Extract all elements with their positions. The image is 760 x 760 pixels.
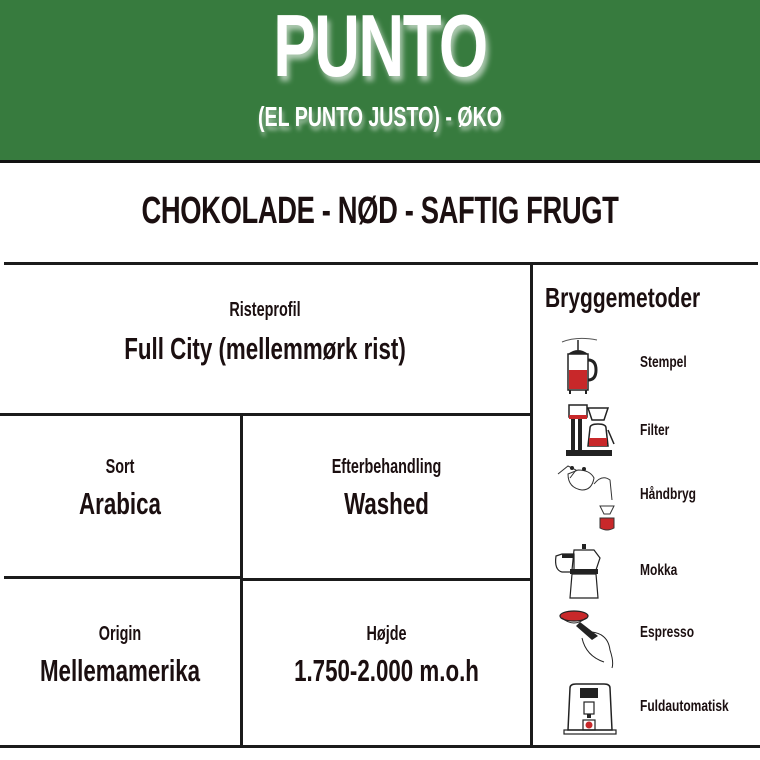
column-divider-right bbox=[530, 262, 533, 748]
processing-label: Efterbehandling bbox=[331, 456, 442, 478]
portafilter-icon bbox=[552, 606, 628, 670]
brew-method-espresso bbox=[552, 606, 752, 670]
brew-method-label: Mokka bbox=[640, 562, 678, 579]
automatic-machine-icon bbox=[552, 682, 622, 742]
variety-label: Sort bbox=[105, 456, 135, 478]
brew-method-label: Håndbryg bbox=[640, 486, 697, 503]
product-subtitle: (EL PUNTO JUSTO) - ØKO bbox=[258, 101, 502, 132]
header-banner bbox=[0, 0, 760, 163]
brew-method-stempel bbox=[552, 334, 752, 398]
origin-value: Mellemamerika bbox=[39, 653, 201, 688]
brew-method-label: Stempel bbox=[640, 354, 687, 371]
brew-method-filter bbox=[552, 400, 752, 464]
brew-method-handbryg bbox=[552, 462, 752, 526]
row-divider-1 bbox=[0, 413, 530, 416]
product-title: PUNTO bbox=[273, 0, 487, 95]
altitude-value: 1.750-2.000 m.o.h bbox=[294, 653, 479, 688]
origin-label: Origin bbox=[98, 623, 142, 645]
brew-method-fuldautomatisk bbox=[552, 682, 752, 746]
processing-cell bbox=[243, 455, 530, 523]
processing-value: Washed bbox=[344, 486, 429, 521]
brew-method-label: Filter bbox=[640, 422, 670, 439]
brew-methods-title: Bryggemetoder bbox=[545, 282, 701, 313]
roast-profile-label: Risteprofil bbox=[229, 299, 301, 321]
altitude-label: Højde bbox=[366, 623, 407, 645]
altitude-cell bbox=[243, 622, 530, 690]
row-divider-2-right bbox=[243, 578, 530, 581]
brew-method-label: Fuldautomatisk bbox=[640, 698, 729, 715]
origin-cell bbox=[0, 622, 240, 690]
table-top-border bbox=[4, 262, 758, 265]
roast-profile-cell bbox=[0, 298, 530, 368]
variety-cell bbox=[0, 455, 240, 523]
brew-method-mokka bbox=[552, 540, 752, 604]
roast-profile-value: Full City (mellemmørk rist) bbox=[124, 331, 406, 366]
pour-over-icon bbox=[552, 462, 628, 534]
brew-method-label: Espresso bbox=[640, 624, 695, 641]
filter-machine-icon bbox=[552, 400, 622, 464]
variety-value: Arabica bbox=[79, 486, 161, 521]
tasting-notes: CHOKOLADE - NØD - SAFTIG FRUGT bbox=[141, 190, 619, 232]
french-press-icon bbox=[552, 334, 622, 398]
moka-pot-icon bbox=[552, 540, 622, 604]
row-divider-2-left bbox=[4, 576, 240, 579]
